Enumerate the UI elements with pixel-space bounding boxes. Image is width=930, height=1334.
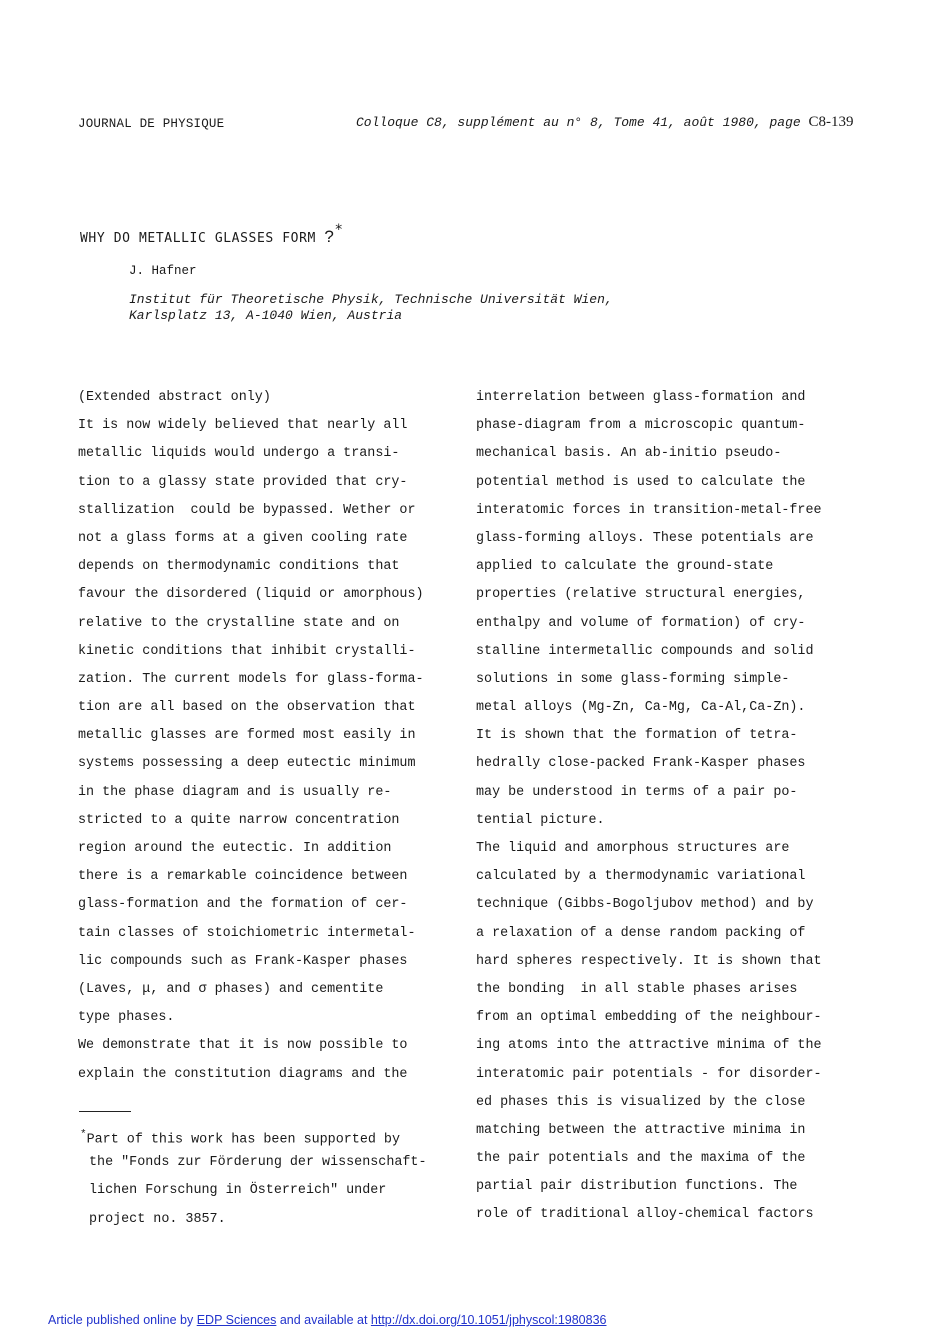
- text-line: type phases.: [78, 1010, 175, 1026]
- text-line: hedrally close-packed Frank-Kasper phases: [476, 756, 806, 772]
- text-line: stricted to a quite narrow concentration: [78, 812, 400, 828]
- footnote: [80, 1121, 427, 1234]
- text-line: there is a remarkable coincidence between: [78, 869, 408, 885]
- text-line: partial pair distribution functions. The: [476, 1179, 798, 1195]
- footnote-text: Part of this work has been supported by: [86, 1132, 401, 1148]
- journal-name: JOURNAL DE PHYSIQUE: [78, 117, 225, 131]
- text-line: may be understood in terms of a pair po-: [476, 784, 798, 800]
- text-line: It is shown that the formation of tetra-: [476, 728, 798, 744]
- colloque-text: Colloque C8, supplément au n° 8, Tome 41, août 1980, page: [356, 115, 809, 130]
- text-line: (Extended abstract only): [78, 390, 271, 405]
- article-title-question-mark: ?: [324, 227, 335, 246]
- article-title: [80, 222, 343, 247]
- text-line: interatomic pair potentials - for disorder-: [476, 1066, 822, 1082]
- right-column: [476, 384, 856, 1230]
- text-line: not a glass forms at a given cooling rate: [78, 530, 408, 546]
- author: J. Hafner: [129, 264, 197, 278]
- text-line: systems possessing a deep eutectic minimum: [78, 756, 416, 772]
- colloque-reference: [356, 114, 853, 131]
- text-line: from an optimal embedding of the neighbour-: [476, 1010, 822, 1026]
- text-line: the pair potentials and the maxima of the: [476, 1151, 806, 1167]
- footnote-rule: [79, 1111, 131, 1112]
- text-line: calculated by a thermodynamic variational: [476, 869, 806, 885]
- footnote-line: project no. 3857.: [89, 1211, 226, 1227]
- text-line: properties (relative structural energies,: [476, 587, 806, 603]
- footnote-line: [80, 1121, 427, 1149]
- text-line: metal alloys (Mg-Zn, Ca-Mg, Ca-Al,Ca-Zn).: [476, 700, 806, 716]
- text-line: It is now widely believed that nearly all: [78, 418, 408, 434]
- text-line: relative to the crystalline state and on: [78, 615, 400, 631]
- text-line: depends on thermodynamic conditions that: [78, 559, 400, 575]
- text-line: role of traditional alloy-chemical factors: [476, 1207, 814, 1223]
- footnote-marker: *: [80, 1129, 87, 1141]
- text-line: (Laves, μ, and σ phases) and cementite: [78, 981, 384, 997]
- text-line: metallic glasses are formed most easily in: [78, 728, 416, 744]
- text-line: We demonstrate that it is now possible to: [78, 1038, 408, 1054]
- text-line: in the phase diagram and is usually re-: [78, 784, 392, 800]
- notice-middle: and available at: [276, 1313, 371, 1327]
- affiliation: [129, 292, 613, 324]
- text-line: applied to calculate the ground-state: [476, 559, 774, 575]
- text-line: glass-forming alloys. These potentials are: [476, 530, 814, 546]
- text-line: lic compounds such as Frank-Kasper phases: [78, 953, 408, 969]
- text-line: interatomic forces in transition-metal-free: [476, 502, 822, 518]
- text-line: tain classes of stoichiometric intermetal-: [78, 925, 416, 941]
- text-line: interrelation between glass-formation and: [476, 390, 806, 405]
- text-line: mechanical basis. An ab-initio pseudo-: [476, 446, 782, 462]
- text-line: ing atoms into the attractive minima of the: [476, 1038, 822, 1054]
- publication-notice: [48, 1313, 606, 1327]
- text-line: The liquid and amorphous structures are: [476, 841, 790, 856]
- article-title-text: WHY DO METALLIC GLASSES FORM: [80, 231, 325, 246]
- text-line: tion to a glassy state provided that cry-: [78, 474, 408, 490]
- text-line: glass-formation and the formation of cer-: [78, 897, 408, 913]
- text-line: solutions in some glass-forming simple-: [476, 671, 790, 687]
- text-line: technique (Gibbs-Bogoljubov method) and by: [476, 897, 814, 913]
- text-line: tential picture.: [476, 812, 605, 828]
- affiliation-line: Institut für Theoretische Physik, Technische Universität Wien,: [129, 292, 613, 307]
- text-line: ed phases this is visualized by the close: [476, 1094, 806, 1110]
- doi-link[interactable]: http://dx.doi.org/10.1051/jphyscol:1980836: [370, 1313, 607, 1327]
- title-footnote-marker: *: [334, 222, 344, 238]
- text-line: the bonding in all stable phases arises: [476, 981, 798, 997]
- text-line: enthalpy and volume of formation) of cry-: [476, 615, 806, 631]
- text-line: hard spheres respectively. It is shown that: [476, 953, 822, 969]
- text-line: tion are all based on the observation that: [78, 700, 416, 716]
- text-line: stalline intermetallic compounds and solid: [476, 643, 814, 659]
- affiliation-line: Karlsplatz 13, A-1040 Wien, Austria: [129, 308, 403, 323]
- text-line: metallic liquids would undergo a transi-: [78, 446, 400, 462]
- page-number: C8-139: [808, 114, 854, 130]
- notice-prefix: Article published online by: [48, 1313, 197, 1327]
- text-line: phase-diagram from a microscopic quantum-: [476, 418, 806, 434]
- text-line: matching between the attractive minima in: [476, 1122, 806, 1138]
- footnote-line: lichen Forschung in Österreich" under: [89, 1183, 387, 1199]
- footnote-line: the "Fonds zur Förderung der wissenschaft-: [89, 1155, 427, 1171]
- text-line: potential method is used to calculate the: [476, 474, 806, 490]
- left-column: [78, 384, 458, 1089]
- text-line: kinetic conditions that inhibit crystalli-: [78, 643, 416, 659]
- text-line: a relaxation of a dense random packing of: [476, 925, 806, 941]
- text-line: stallization could be bypassed. Wether or: [78, 502, 416, 518]
- text-line: favour the disordered (liquid or amorphous): [78, 587, 424, 603]
- text-line: explain the constitution diagrams and the: [78, 1066, 408, 1082]
- publisher-link[interactable]: EDP Sciences: [196, 1313, 277, 1327]
- text-line: region around the eutectic. In addition: [78, 841, 392, 856]
- text-line: zation. The current models for glass-forma-: [78, 671, 424, 687]
